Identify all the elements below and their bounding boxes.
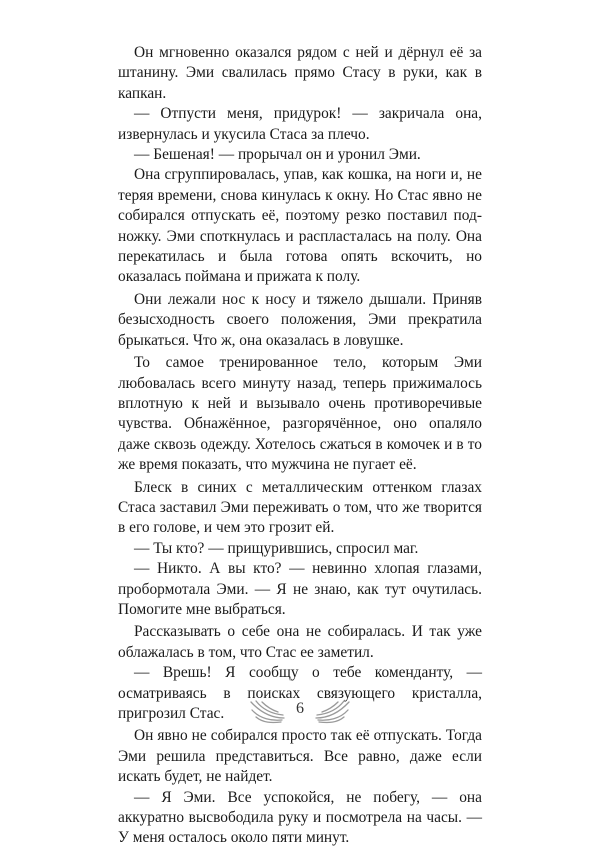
- page-footer: [0, 696, 600, 726]
- paragraph-1: Он мгновенно оказался рядом с ней и дёрнул её за штанину. Эми свалилась прямо Стасу в руки, как в капкан.: [118, 44, 482, 102]
- paragraph-11: — Врешь! Я сообщу о тебе коменданту, — осматриваясь в поисках связующего кристалла, пригрозил Стас.: [118, 664, 482, 722]
- page-number: 6: [296, 700, 304, 717]
- right-wing-icon: [314, 698, 352, 724]
- paragraph-2: — Отпусти меня, придурок! — закричала она, извернулась и укусила Стаса за плечо.: [118, 105, 482, 143]
- paragraph-4: Она сгруппировалась, упав, как кошка, на ноги и, не теряя времени, снова кинулась к окну. Но Стас явно не собирался отпускать её, поэтому резко поставил подножку. Эми споткнулась и распласталась на полу. Она перекатилась и была готова опять вскочить, но оказалась поймана и прижата к полу.: [118, 166, 482, 286]
- paragraph-3: — Бешеная! — прорычал он и уронил Эми.: [134, 146, 421, 164]
- paragraph-10: Рассказывать о себе она не собиралась. И так уже облажалась в том, что Стас ее заметил.: [118, 623, 482, 661]
- paragraph-12: Он явно не собирался просто так её отпускать. Тогда Эми решила представиться. Все равно, даже если искать будет, не найдет.: [118, 727, 482, 786]
- left-wing-icon: [248, 698, 286, 724]
- paragraph-9: — Никто. А вы кто? — невинно хлопая глазами, пробормотала Эми. — Я не знаю, как тут очутилась. Помогите мне выбраться.: [118, 560, 482, 618]
- page-text: [118, 43, 482, 849]
- paragraph-7: Блеск в синих с металлическим оттенком глазах Стаса заставил Эми переживать о том, что же творится в его голове, и чем это грозит ей.: [118, 478, 482, 537]
- paragraph-8: — Ты кто? — прищурившись, спросил маг.: [134, 539, 419, 557]
- paragraph-13: — Я Эми. Все успокойся, не побегу, — она аккуратно высвободила руку и посмотрела на часы. — У меня осталось около пяти минут.: [118, 788, 482, 847]
- paragraph-6: То самое тренированное тело, которым Эми любовалась всего минуту назад, теперь прижималось вплотную к ней и вызывало очень противоречивые чувства. Обнажённое, разгорячённое, оно опаляло даже сквозь одежду. Хотелось сжаться в комочек и в то же время показать, что мужчина не пугает её.: [118, 354, 482, 474]
- paragraph-5: Они лежали нос к носу и тяжело дышали. Приняв безысходность своего положения, Эми прекратила брыкаться. Что ж, она оказалась в ловушке.: [118, 290, 482, 349]
